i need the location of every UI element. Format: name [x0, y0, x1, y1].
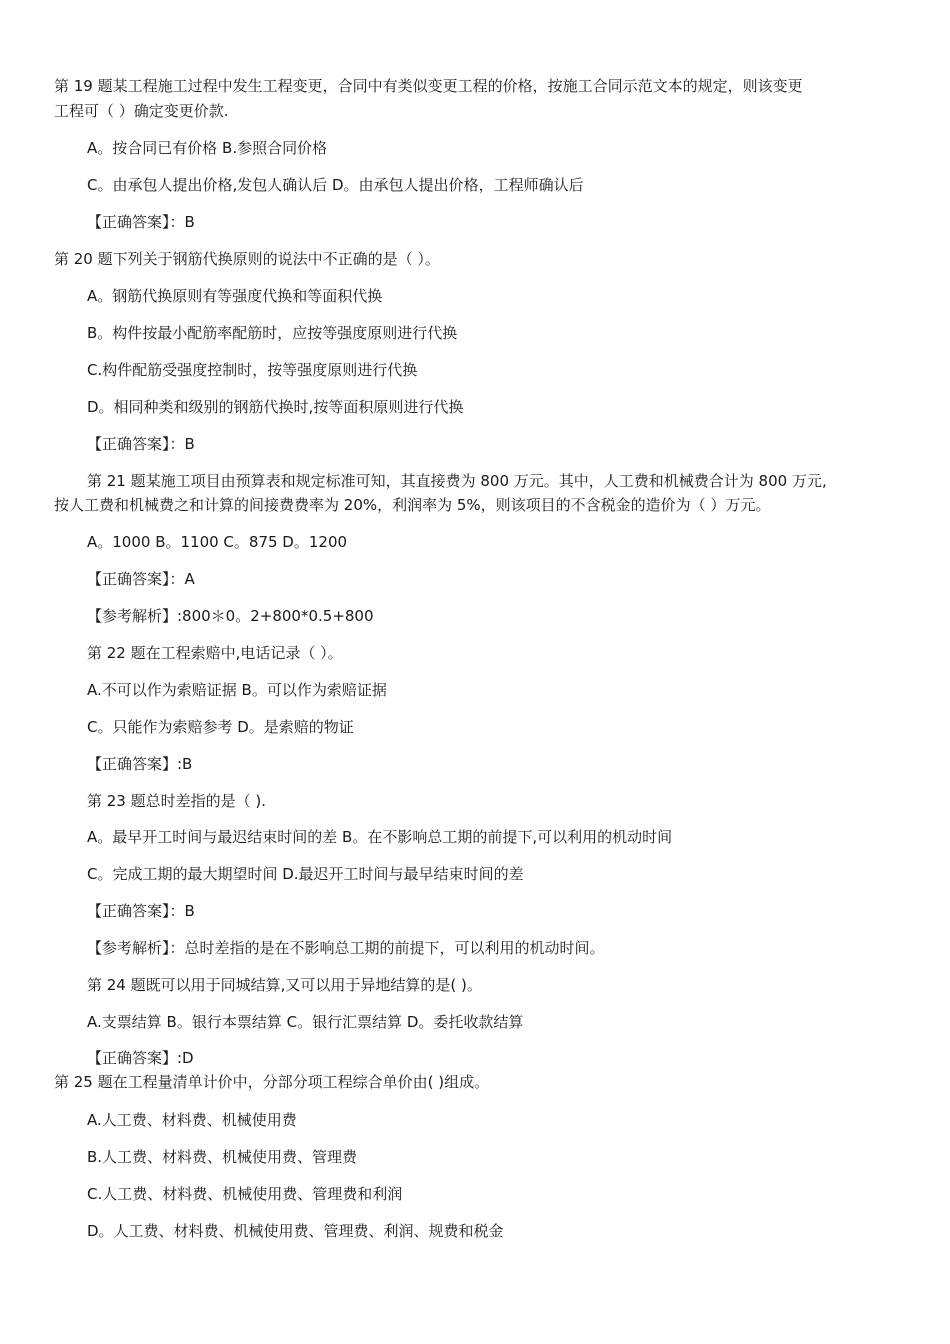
q25-option-a: A.人工费、材料费、机械使用费 — [87, 1111, 297, 1129]
q23-explanation: 【参考解析】：总时差指的是在不影响总工期的前提下，可以利用的机动时间。 — [87, 939, 605, 957]
q20-option-b: B。构件按最小配筋率配筋时，应按等强度原则进行代换 — [87, 324, 458, 342]
q21-options: A。1000 B。1100 C。875 D。1200 — [87, 533, 348, 551]
q20-stem: 第 20 题下列关于钢筋代换原则的说法中不正确的是（ ）。 — [54, 250, 440, 268]
q19-options-cd: C。由承包人提出价格,发包人确认后 D。由承包人提出价格，工程师确认后 — [87, 176, 584, 194]
q24-stem: 第 24 题既可以用于同城结算,又可以用于异地结算的是( )。 — [87, 976, 482, 994]
q19-stem-line1: 第 19 题某工程施工过程中发生工程变更，合同中有类似变更工程的价格，按施工合同示范文本的规定，则该变更 — [54, 77, 803, 95]
q21-answer: 【正确答案】：A — [87, 570, 195, 588]
q25-option-c: C.人工费、材料费、机械使用费、管理费和利润 — [87, 1185, 403, 1203]
q23-options-ab: A。最早开工时间与最迟结束时间的差 B。在不影响总工期的前提下,可以利用的机动时间 — [87, 828, 673, 846]
q24-answer: 【正确答案】:D — [87, 1049, 194, 1067]
q19-answer: 【正确答案】：B — [87, 213, 195, 231]
q20-option-c: C.构件配筋受强度控制时，按等强度原则进行代换 — [87, 361, 418, 379]
q25-stem: 第 25 题在工程量清单计价中，分部分项工程综合单价由( )组成。 — [54, 1073, 490, 1091]
q22-answer: 【正确答案】:B — [87, 755, 193, 773]
q21-explanation: 【参考解析】:800＊0。2+800*0.5+800 — [87, 607, 374, 625]
q25-option-d: D。人工费、材料费、机械使用费、管理费、利润、规费和税金 — [87, 1222, 504, 1240]
q23-stem: 第 23 题总时差指的是（ ). — [87, 792, 267, 810]
q22-options-cd: C。只能作为索赔参考 D。是索赔的物证 — [87, 718, 354, 736]
q25-option-b: B.人工费、材料费、机械使用费、管理费 — [87, 1148, 358, 1166]
q22-options-ab: A.不可以作为索赔证据 B。可以作为索赔证据 — [87, 681, 387, 699]
q24-options: A.支票结算 B。银行本票结算 C。银行汇票结算 D。委托收款结算 — [87, 1013, 524, 1031]
q20-answer: 【正确答案】：B — [87, 435, 195, 453]
q20-option-d: D。相同种类和级别的钢筋代换时,按等面积原则进行代换 — [87, 398, 464, 416]
q23-answer: 【正确答案】：B — [87, 902, 195, 920]
q23-options-cd: C。完成工期的最大期望时间 D.最迟开工时间与最早结束时间的差 — [87, 865, 524, 883]
q21-stem-line1: 第 21 题某施工项目由预算表和规定标准可知，其直接费为 800 万元。其中，人工费和机械费合计为 800 万元, — [87, 472, 827, 490]
q19-options-ab: A。按合同已有价格 B.参照合同价格 — [87, 139, 328, 157]
q21-stem-line2: 按人工费和机械费之和计算的间接费费率为 20%，利润率为 5%，则该项目的不含税金的造价为（ ）万元。 — [54, 496, 771, 514]
q19-stem-line2: 工程可（ ）确定变更价款. — [54, 102, 229, 120]
q22-stem: 第 22 题在工程索赔中,电话记录（ ）。 — [87, 644, 343, 662]
q20-option-a: A。钢筋代换原则有等强度代换和等面积代换 — [87, 287, 383, 305]
